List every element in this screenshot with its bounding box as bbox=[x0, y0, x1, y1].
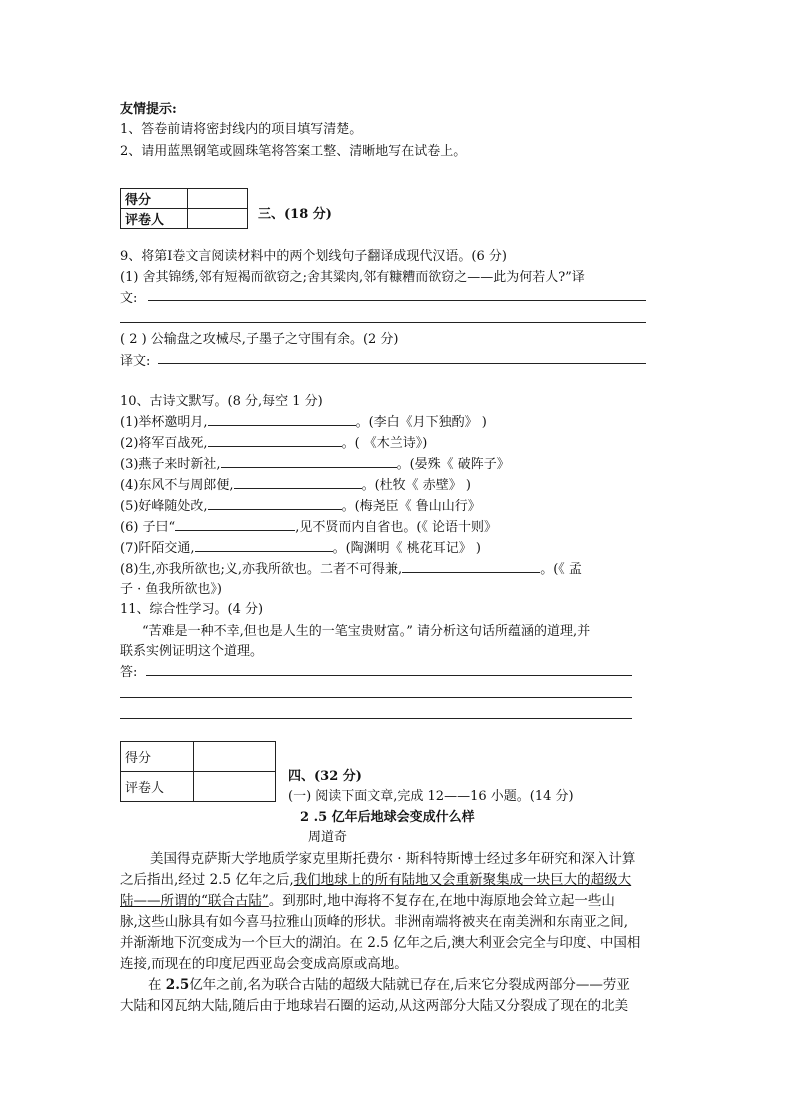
article-p1-line-5: 并渐渐地下沉变成为一个巨大的湖泊。在 2.5 亿年之后,澳大利亚会完全与印度、中国相 bbox=[120, 935, 641, 951]
q10-line-8 bbox=[120, 558, 582, 577]
article-p1-line-6: 连接,而现在的印度尼西亚岛会变成高原或高地。 bbox=[120, 956, 408, 972]
q10-blank-5[interactable] bbox=[208, 497, 342, 510]
grader-label: 评卷人 bbox=[121, 772, 194, 802]
q10-line-7-source: 。(陶渊明《 桃花耳记》 ) bbox=[332, 541, 481, 556]
article-p2-line-1 bbox=[148, 973, 630, 993]
q10-line-4-prompt: (4)东风不与周郎便, bbox=[120, 478, 234, 493]
q9-sentence-2: ( 2 ) 公输盘之攻械尽,子墨子之守围有余。(2 分) bbox=[120, 332, 399, 347]
q10-line-6-source: ,见不贤而内自省也。(《 论语十则》 bbox=[295, 520, 498, 535]
tips-title: 友情提示: bbox=[120, 102, 177, 117]
article-author: 周道奇 bbox=[308, 830, 348, 845]
q9-answer-label-1: 文: bbox=[120, 291, 138, 306]
section-3-heading: 三、(18 分) bbox=[258, 207, 332, 222]
q11-stem: 11、综合性学习。(4 分) bbox=[120, 602, 264, 617]
q10-line-8-prompt: (8)生,亦我所欲也;义,亦我所欲也。二者不可得兼, bbox=[120, 562, 403, 577]
score-table-section-4 bbox=[120, 741, 276, 802]
q9-answer-line-1[interactable] bbox=[148, 300, 646, 301]
q10-blank-4[interactable] bbox=[234, 476, 362, 489]
q11-text-2: 联系实例证明这个道理。 bbox=[120, 644, 264, 659]
underlined-sentence: 陆——所谓的“联合古陆” bbox=[120, 893, 269, 909]
grader-cell[interactable] bbox=[194, 772, 276, 802]
q10-line-1-prompt: (1)举杯邀明月, bbox=[120, 415, 208, 430]
q11-answer-line-2[interactable] bbox=[120, 697, 632, 698]
q10-line-5-prompt: (5)好峰随处改, bbox=[120, 499, 208, 514]
q10-line-5 bbox=[120, 495, 481, 514]
q10-line-3 bbox=[120, 453, 510, 472]
underlined-sentence: 我们地球上的所有陆地又会重新聚集成一块巨大的超级大 bbox=[293, 872, 632, 888]
grader-cell[interactable] bbox=[188, 209, 248, 229]
q10-blank-3[interactable] bbox=[221, 455, 397, 468]
q10-line-7-prompt: (7)阡陌交通, bbox=[120, 541, 195, 556]
q9-answer-line-3[interactable] bbox=[158, 363, 646, 364]
section-4-part-1: (一) 阅读下面文章,完成 12——16 小题。(14 分) bbox=[288, 789, 574, 804]
score-table-section-3 bbox=[120, 188, 248, 229]
score-cell[interactable] bbox=[194, 742, 276, 772]
q11-answer-line-1[interactable] bbox=[146, 675, 632, 676]
article-title: 2 .5 亿年后地球会变成什么样 bbox=[300, 810, 475, 825]
q9-sentence-1: (1) 舍其锦绣,邻有短褐而欲窃之;舍其粱肉,邻有糠糟而欲窃之——此为何若人?”译 bbox=[120, 270, 585, 285]
q9-answer-label-2: 译文: bbox=[120, 354, 151, 369]
article-text: 之后指出,经过 2.5 亿年之后, bbox=[120, 872, 294, 888]
q10-line-1 bbox=[120, 411, 487, 430]
q9-answer-line-2[interactable] bbox=[120, 322, 646, 323]
grader-label: 评卷人 bbox=[121, 209, 188, 229]
section-4-heading: 四、(32 分) bbox=[288, 769, 362, 784]
q11-answer-line-3[interactable] bbox=[120, 718, 632, 719]
q11-answer-label: 答: bbox=[120, 665, 138, 680]
article-number: 2.5 bbox=[165, 977, 190, 993]
score-label: 得分 bbox=[121, 742, 194, 772]
q10-line-2-source: 。( 《木兰诗》) bbox=[341, 436, 428, 451]
q10-line-3-source: 。(晏殊《 破阵子》 bbox=[396, 457, 510, 472]
q10-line-8-source: 。(《 孟 bbox=[540, 562, 582, 577]
article-text: 。到那时,地中海将不复存在,在地中海原地会耸立起一些山 bbox=[268, 893, 615, 909]
article-p1-line-3 bbox=[120, 889, 615, 909]
q10-line-6 bbox=[120, 516, 497, 535]
q10-line-5-source: 。(梅尧臣《 鲁山山行》 bbox=[341, 499, 481, 514]
q10-stem: 10、古诗文默写。(8 分,每空 1 分) bbox=[120, 394, 323, 409]
q10-line-4-source: 。(杜牧《 赤壁》 ) bbox=[361, 478, 471, 493]
article-text: 亿年之前,名为联合古陆的超级大陆就已存在,后来它分裂成两部分——劳亚 bbox=[189, 977, 630, 993]
q10-line-2-prompt: (2)将军百战死, bbox=[120, 436, 208, 451]
q10-line-3-prompt: (3)燕子来时新社, bbox=[120, 457, 221, 472]
article-text: 在 bbox=[148, 977, 166, 993]
score-cell[interactable] bbox=[188, 189, 248, 209]
article-p2-line-2: 大陆和冈瓦纳大陆,随后由于地球岩石圈的运动,从这两部分大陆又分裂成了现在的北美 bbox=[120, 998, 629, 1014]
q10-line-8-cont: 子 · 鱼我所欲也》) bbox=[120, 582, 222, 597]
article-p1-line-1: 美国得克萨斯大学地质学家克里斯托费尔 · 斯科特斯博士经过多年研究和深入计算 bbox=[150, 851, 636, 867]
q10-blank-8[interactable] bbox=[402, 560, 540, 573]
q10-blank-6[interactable] bbox=[175, 518, 295, 531]
q10-line-1-source: 。(李白《月下独酌》 ) bbox=[355, 415, 487, 430]
q10-line-4 bbox=[120, 474, 471, 493]
q10-blank-7[interactable] bbox=[195, 539, 333, 552]
q9-stem: 9、将第Ⅰ卷文言阅读材料中的两个划线句子翻译成现代汉语。(6 分) bbox=[120, 249, 507, 264]
q10-line-7 bbox=[120, 537, 481, 556]
q10-blank-1[interactable] bbox=[208, 413, 356, 426]
article-p1-line-4: 脉,这些山脉具有如今喜马拉雅山顶峰的形状。非洲南端将被夹在南美洲和东南亚之间, bbox=[120, 914, 629, 930]
q10-line-2 bbox=[120, 432, 427, 451]
q10-line-6-prompt: (6) 子曰“ bbox=[120, 520, 176, 535]
article-p1-line-2 bbox=[120, 868, 631, 888]
tips-item-1: 1、答卷前请将密封线内的项目填写清楚。 bbox=[120, 122, 363, 137]
q11-text-1: “苦难是一种不幸,但也是人生的一笔宝贵财富。” 请分析这句话所蕴涵的道理,并 bbox=[142, 624, 591, 639]
score-label: 得分 bbox=[121, 189, 188, 209]
q10-blank-2[interactable] bbox=[208, 434, 342, 447]
tips-item-2: 2、请用蓝黑钢笔或圆珠笔将答案工整、清晰地写在试卷上。 bbox=[120, 144, 467, 159]
